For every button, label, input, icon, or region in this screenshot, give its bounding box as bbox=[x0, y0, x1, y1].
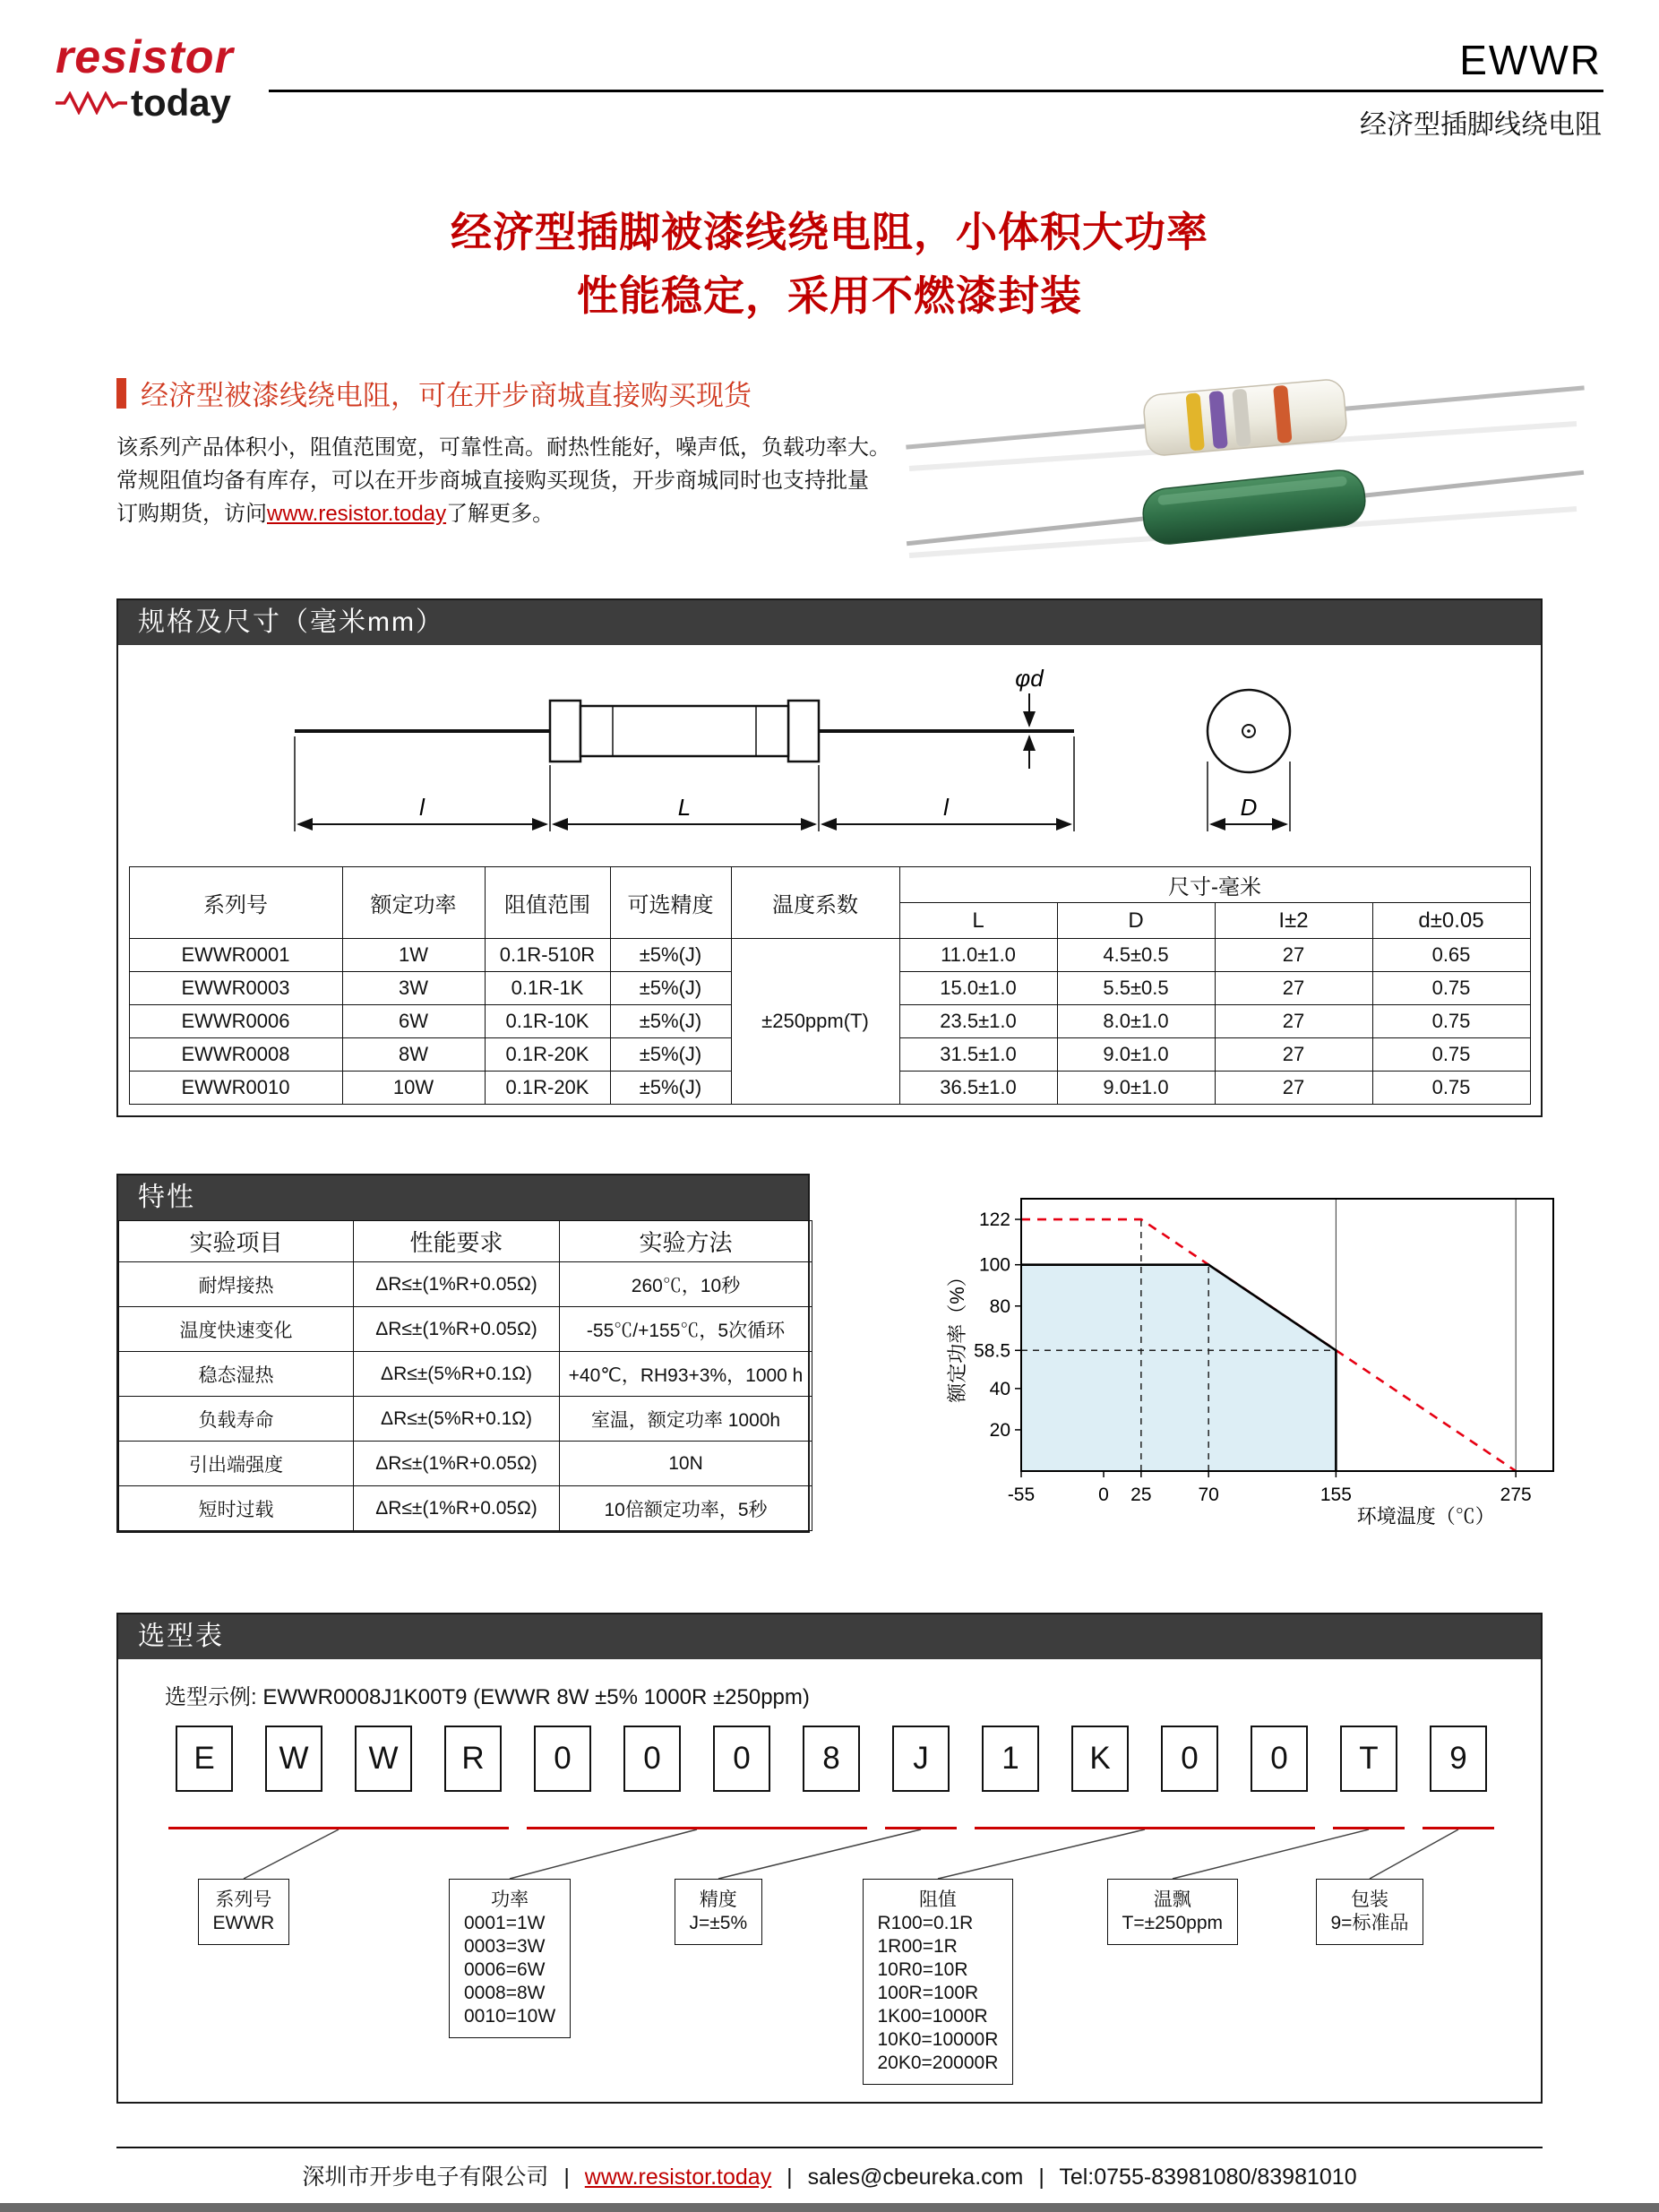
y-tick-label: 80 bbox=[989, 1295, 1010, 1317]
x-tick-label: 25 bbox=[1130, 1485, 1152, 1505]
spec-cell: EWWR0003 bbox=[129, 972, 342, 1005]
intro-heading-text: 经济型被漆线绕电阻，可在开步商城直接购买现货 bbox=[141, 380, 752, 411]
legend-option: 20K0=20000R bbox=[877, 2053, 999, 2073]
characteristics-cell: ΔR≤±(5%R+0.1Ω) bbox=[354, 1352, 560, 1397]
char-col-requirement: 性能要求 bbox=[354, 1221, 560, 1262]
x-tick-label: 275 bbox=[1500, 1485, 1532, 1505]
part-number-example: 选型示例: EWWR0008J1K00T9 (EWWR 8W ±5% 1000R ±250ppm) bbox=[165, 1685, 810, 1709]
selection-title: 选型表 bbox=[138, 1622, 224, 1651]
spec-cell: 0.75 bbox=[1372, 1072, 1530, 1105]
char-col-item: 实验项目 bbox=[119, 1221, 354, 1262]
characteristics-cell: 引出端强度 bbox=[119, 1442, 354, 1486]
col-header-series: 系列号 bbox=[129, 867, 342, 939]
part-code-group-underline bbox=[527, 1827, 867, 1829]
spec-cell: 31.5±1.0 bbox=[899, 1038, 1057, 1072]
characteristics-cell: 短时过载 bbox=[119, 1486, 354, 1531]
characteristics-header bbox=[118, 1175, 808, 1220]
dim-l-right-label: l bbox=[943, 794, 949, 821]
part-code-group-underline bbox=[1333, 1827, 1405, 1829]
characteristics-table-body bbox=[119, 1262, 812, 1531]
footer-website-link[interactable]: www.resistor.today bbox=[584, 2165, 772, 2190]
spec-cell: ±5%(J) bbox=[610, 939, 731, 972]
spec-section-title: 规格及尺寸（毫米mm） bbox=[138, 607, 444, 637]
part-code-char-box: 0 bbox=[1251, 1726, 1308, 1792]
footer-rule bbox=[116, 2147, 1543, 2148]
characteristics-table bbox=[118, 1220, 812, 1531]
spec-cell: 10W bbox=[342, 1072, 485, 1105]
dim-D-label: D bbox=[1240, 794, 1258, 821]
dim-phi-d-label: φd bbox=[1015, 665, 1044, 692]
part-code-char-box: T bbox=[1340, 1726, 1397, 1792]
y-tick-label: 100 bbox=[978, 1254, 1010, 1276]
characteristics-cell: 稳态湿热 bbox=[119, 1352, 354, 1397]
dimension-drawing bbox=[129, 654, 1530, 857]
main-title-line1: 经济型插脚被漆线绕电阻，小体积大功率 bbox=[451, 209, 1208, 255]
spec-cell: 27 bbox=[1215, 972, 1372, 1005]
brand-logo-resistor: resistor bbox=[56, 31, 234, 83]
product-subtitle: 经济型插脚线绕电阻 bbox=[1360, 110, 1602, 140]
dim-l-left-label: l bbox=[419, 794, 425, 821]
characteristics-cell: 10倍额定功率，5秒 bbox=[560, 1486, 812, 1531]
characteristics-cell: ΔR≤±(1%R+0.05Ω) bbox=[354, 1307, 560, 1352]
legend-title: 阻值 bbox=[918, 1889, 957, 1910]
spec-cell: 27 bbox=[1215, 939, 1372, 972]
y-tick-label: 58.5 bbox=[974, 1340, 1010, 1362]
legend-title: 温飘 bbox=[1153, 1889, 1191, 1910]
legend-option: 100R=100R bbox=[877, 1983, 979, 2003]
y-tick-label: 40 bbox=[989, 1378, 1010, 1399]
spec-cell: 0.1R-20K bbox=[485, 1038, 610, 1072]
characteristics-cell: 260℃，10秒 bbox=[560, 1262, 812, 1307]
col-header-tolerance: 可选精度 bbox=[610, 867, 731, 939]
red-bar-icon bbox=[116, 378, 126, 409]
derating-chart-wrap bbox=[939, 1177, 1577, 1536]
legend-option: R100=0.1R bbox=[877, 1913, 974, 1933]
temp-coefficient-cell: ±250ppm(T) bbox=[731, 939, 899, 1105]
intro-heading bbox=[116, 373, 905, 413]
characteristics-cell: ΔR≤±(1%R+0.05Ω) bbox=[354, 1262, 560, 1307]
part-code-char-box: R bbox=[444, 1726, 502, 1792]
legend-option: J=±5% bbox=[689, 1913, 748, 1933]
footer-company: 深圳市开步电子有限公司 bbox=[302, 2165, 549, 2190]
spec-cell: EWWR0008 bbox=[129, 1038, 342, 1072]
part-code-char-box: W bbox=[355, 1726, 412, 1792]
x-tick-label: 0 bbox=[1098, 1485, 1109, 1505]
spec-cell: 0.1R-10K bbox=[485, 1005, 610, 1038]
spec-table-body bbox=[129, 939, 1530, 1105]
part-code-legend-3 bbox=[675, 1879, 763, 1945]
spec-cell: ±5%(J) bbox=[610, 1038, 731, 1072]
main-title-line2: 性能稳定，采用不燃漆封装 bbox=[577, 272, 1082, 320]
spec-cell: 4.5±0.5 bbox=[1057, 939, 1215, 972]
spec-cell: 0.1R-510R bbox=[485, 939, 610, 972]
legend-option: 0010=10W bbox=[464, 2006, 556, 2027]
product-photo bbox=[900, 357, 1590, 572]
spec-table-head bbox=[129, 867, 1530, 939]
legend-option: 9=标准品 bbox=[1330, 1913, 1409, 1933]
x-axis-label: 环境温度（℃） bbox=[1356, 1505, 1495, 1528]
legend-connector bbox=[938, 1829, 1145, 1879]
intro-line3-prefix: 订购期货，访问 bbox=[116, 502, 267, 526]
intro-section bbox=[116, 373, 905, 530]
characteristics-row bbox=[119, 1352, 812, 1397]
legend-option: 1K00=1000R bbox=[877, 2006, 988, 2027]
characteristics-row bbox=[119, 1307, 812, 1352]
spec-cell: 27 bbox=[1215, 1038, 1372, 1072]
characteristics-cell: +40℃，RH93+3%，1000 h bbox=[560, 1352, 812, 1397]
derating-area bbox=[1021, 1265, 1336, 1471]
body-end-cap bbox=[788, 701, 819, 762]
col-header-I: I±2 bbox=[1215, 903, 1372, 939]
y-tick-label: 20 bbox=[989, 1419, 1010, 1441]
part-code-char-box: 8 bbox=[803, 1726, 860, 1792]
spec-cell: 15.0±1.0 bbox=[899, 972, 1057, 1005]
part-code-char-box: 1 bbox=[982, 1726, 1039, 1792]
characteristics-cell: 耐焊接热 bbox=[119, 1262, 354, 1307]
char-col-method: 实验方法 bbox=[560, 1221, 812, 1262]
y-tick-label: 122 bbox=[978, 1209, 1010, 1231]
intro-line3-suffix: 了解更多。 bbox=[446, 502, 554, 526]
page-title: EWWR bbox=[1459, 37, 1602, 83]
part-code-char-box: 0 bbox=[534, 1726, 591, 1792]
spec-cell: 36.5±1.0 bbox=[899, 1072, 1057, 1105]
spec-table-row bbox=[129, 939, 1530, 972]
part-code-legend-2 bbox=[449, 1879, 571, 2038]
col-header-range: 阻值范围 bbox=[485, 867, 610, 939]
dim-L-label: L bbox=[677, 794, 692, 821]
legend-connector bbox=[718, 1829, 921, 1879]
characteristics-cell: ΔR≤±(1%R+0.05Ω) bbox=[354, 1442, 560, 1486]
spec-cell: 5.5±0.5 bbox=[1057, 972, 1215, 1005]
legend-option: EWWR bbox=[212, 1913, 275, 1933]
part-code-char-box: E bbox=[176, 1726, 233, 1792]
spec-cell: ±5%(J) bbox=[610, 972, 731, 1005]
spec-cell: 11.0±1.0 bbox=[899, 939, 1057, 972]
spec-cell: EWWR0010 bbox=[129, 1072, 342, 1105]
spec-cell: ±5%(J) bbox=[610, 1005, 731, 1038]
col-header-L: L bbox=[899, 903, 1057, 939]
x-tick-label: -55 bbox=[1007, 1485, 1036, 1505]
legend-title: 系列号 bbox=[215, 1889, 272, 1910]
spec-cell: EWWR0006 bbox=[129, 1005, 342, 1038]
legend-connector bbox=[244, 1829, 339, 1879]
legend-title: 包装 bbox=[1350, 1889, 1388, 1910]
spec-cell: 6W bbox=[342, 1005, 485, 1038]
selection-header bbox=[118, 1614, 1541, 1659]
footer-telephone: Tel:0755-83981080/83981010 bbox=[1059, 2165, 1357, 2190]
footer: 深圳市开步电子有限公司 | www.resistor.today | sales@cbeureka.com | Tel:0755-83981080/83981010 bbox=[302, 2165, 1357, 2190]
part-code-char-box: K bbox=[1071, 1726, 1129, 1792]
spec-cell: 9.0±1.0 bbox=[1057, 1038, 1215, 1072]
characteristics-cell: 室温，额定功率 1000h bbox=[560, 1397, 812, 1442]
body-tube bbox=[580, 706, 788, 756]
spec-cell: 0.75 bbox=[1372, 972, 1530, 1005]
x-tick-label: 155 bbox=[1319, 1485, 1352, 1505]
legend-connector bbox=[510, 1829, 697, 1879]
legend-option: T=±250ppm bbox=[1122, 1913, 1224, 1933]
characteristics-cell: 10N bbox=[560, 1442, 812, 1486]
col-header-D: D bbox=[1057, 903, 1215, 939]
intro-paragraph-line1: 该系列产品体积小，阻值范围宽，可靠性高。耐热性能好，噪声低，负载功率大。 bbox=[116, 435, 890, 460]
part-code-legend-1 bbox=[198, 1879, 290, 1945]
part-code-char-box: 9 bbox=[1430, 1726, 1487, 1792]
resistor-today-link[interactable]: www.resistor.today bbox=[267, 502, 447, 526]
part-code-char-box: 0 bbox=[1161, 1726, 1218, 1792]
spec-cell: 0.65 bbox=[1372, 939, 1530, 972]
spec-cell: 8.0±1.0 bbox=[1057, 1005, 1215, 1038]
part-code-char-box: J bbox=[892, 1726, 950, 1792]
part-code-group-underline bbox=[975, 1827, 1315, 1829]
brand-logo-today: today bbox=[131, 82, 232, 124]
spec-cell: ±5%(J) bbox=[610, 1072, 731, 1105]
legend-title: 功率 bbox=[491, 1889, 529, 1910]
header-rule bbox=[269, 90, 1603, 92]
part-code-row bbox=[176, 1726, 1487, 1792]
spec-cell: 0.1R-1K bbox=[485, 972, 610, 1005]
part-code-legend-5 bbox=[1107, 1879, 1239, 1945]
spec-cell: 8W bbox=[342, 1038, 485, 1072]
body-end-cap bbox=[550, 701, 580, 762]
characteristics-section bbox=[116, 1174, 810, 1533]
spec-cell: 3W bbox=[342, 972, 485, 1005]
spec-section-header bbox=[118, 600, 1541, 645]
spec-cell: 0.75 bbox=[1372, 1038, 1530, 1072]
part-code-char-box: 0 bbox=[623, 1726, 681, 1792]
part-code-char-box: 0 bbox=[713, 1726, 770, 1792]
resistor-zigzag-icon bbox=[56, 91, 127, 115]
legend-option: 10R0=10R bbox=[877, 1959, 968, 1980]
part-code-group-underline bbox=[885, 1827, 957, 1829]
legend-title: 精度 bbox=[699, 1889, 737, 1910]
spec-cell: 0.1R-20K bbox=[485, 1072, 610, 1105]
main-title bbox=[0, 201, 1659, 329]
derating-chart bbox=[939, 1177, 1577, 1536]
part-code-group-underline bbox=[168, 1827, 509, 1829]
characteristics-title: 特性 bbox=[138, 1183, 195, 1212]
y-axis-label: 额定功率（%） bbox=[946, 1267, 968, 1403]
part-code-legend-4 bbox=[863, 1879, 1014, 2085]
x-tick-label: 70 bbox=[1198, 1485, 1219, 1505]
spec-table bbox=[129, 866, 1531, 1105]
legend-option: 0006=6W bbox=[464, 1959, 546, 1980]
part-code-legend-6 bbox=[1316, 1879, 1424, 1945]
spec-section bbox=[116, 598, 1543, 1117]
legend-connector bbox=[1173, 1829, 1369, 1879]
footer-email: sales@cbeureka.com bbox=[807, 2165, 1024, 2190]
spec-cell: 27 bbox=[1215, 1072, 1372, 1105]
col-header-power: 额定功率 bbox=[342, 867, 485, 939]
characteristics-row bbox=[119, 1486, 812, 1531]
legend-option: 0003=3W bbox=[464, 1936, 546, 1957]
legend-option: 0001=1W bbox=[464, 1913, 546, 1933]
bottom-bar bbox=[0, 2203, 1659, 2212]
legend-connector bbox=[1370, 1829, 1458, 1879]
selection-panel bbox=[116, 1613, 1543, 2104]
characteristics-row bbox=[119, 1442, 812, 1486]
legend-option: 0008=8W bbox=[464, 1983, 546, 2003]
col-header-dimensions: 尺寸-毫米 bbox=[899, 867, 1530, 903]
spec-cell: EWWR0001 bbox=[129, 939, 342, 972]
characteristics-cell: 温度快速变化 bbox=[119, 1307, 354, 1352]
spec-cell: 0.75 bbox=[1372, 1005, 1530, 1038]
spec-cell: 1W bbox=[342, 939, 485, 972]
intro-paragraph-line3 bbox=[116, 497, 905, 530]
characteristics-row bbox=[119, 1262, 812, 1307]
spec-cell: 9.0±1.0 bbox=[1057, 1072, 1215, 1105]
part-code-group-underline bbox=[1423, 1827, 1494, 1829]
col-header-tempco: 温度系数 bbox=[731, 867, 899, 939]
characteristics-cell: ΔR≤±(5%R+0.1Ω) bbox=[354, 1397, 560, 1442]
characteristics-cell: -55℃/+155℃，5次循环 bbox=[560, 1307, 812, 1352]
brand-logo bbox=[56, 31, 234, 124]
characteristics-cell: 负载寿命 bbox=[119, 1397, 354, 1442]
intro-paragraph-line2: 常规阻值均备有库存，可以在开步商城直接购买现货，开步商城同时也支持批量 bbox=[116, 469, 869, 493]
spec-cell: 27 bbox=[1215, 1005, 1372, 1038]
spec-cell: 23.5±1.0 bbox=[899, 1005, 1057, 1038]
characteristics-cell: ΔR≤±(1%R+0.05Ω) bbox=[354, 1486, 560, 1531]
legend-option: 1R00=1R bbox=[877, 1936, 958, 1957]
characteristics-row bbox=[119, 1397, 812, 1442]
col-header-d: d±0.05 bbox=[1372, 903, 1530, 939]
part-code-char-box: W bbox=[265, 1726, 322, 1792]
legend-option: 10K0=10000R bbox=[877, 2029, 999, 2050]
